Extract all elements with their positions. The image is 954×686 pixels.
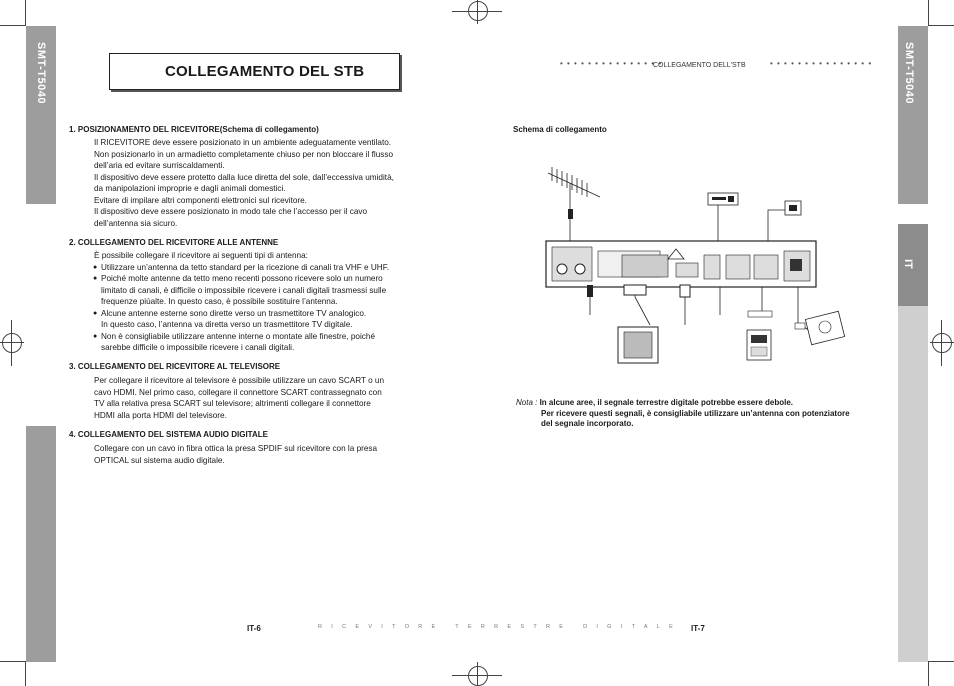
note-label: Nota :	[516, 398, 538, 407]
s1-line: dell’antenna sia sicuro.	[94, 218, 178, 228]
antenna-plug-icon	[568, 209, 573, 219]
note	[516, 398, 850, 430]
s2-bullet: ● Non è consigliabile utilizzare antenne interne o montate alle finestre, poiché	[94, 331, 439, 343]
antenna-icon	[548, 167, 600, 243]
right-sidebar-bottom	[898, 306, 928, 662]
registration-line-right-h	[930, 342, 954, 343]
registration-line-bottom-v	[477, 662, 478, 686]
s2-bullet: ● Poiché molte antenne da tetto meno recenti possono ricevere solo un numero	[94, 273, 439, 285]
audio-system-icon	[708, 193, 738, 243]
s1-line: Il dispositivo deve essere protetto dalla luce diretta del sole, dall’eccessiva umidità,	[94, 172, 394, 182]
crop-mark-bl-v	[25, 662, 26, 686]
section-3-heading: 3. COLLEGAMENTO DEL RICEVITORE AL TELEVISORE	[69, 362, 281, 371]
s4-line: Collegare con un cavo in fibra ottica la presa SPDIF sul ricevitore con la presa	[94, 444, 378, 453]
section-4-body	[94, 443, 439, 466]
hdmi-plug-icon	[587, 285, 593, 297]
title-box	[109, 53, 400, 90]
section-2-heading: 2. COLLEGAMENTO DEL RICEVITORE ALLE ANTENNE	[69, 238, 279, 247]
crop-mark-br	[928, 661, 954, 662]
modem-icon	[768, 201, 801, 243]
power-outlet-icon	[795, 311, 845, 344]
left-sidebar-bottom	[26, 426, 56, 662]
header-dots-left: • • • • • • • • • • • • • • •	[560, 59, 663, 68]
page-number-right: IT-7	[691, 624, 705, 633]
running-header: COLLEGAMENTO DELL'STB	[653, 62, 746, 69]
s3-line: TV alla relativa presa SCART sul televisore; altrimenti collegare il connettore	[94, 399, 371, 408]
s1-line: Il RICEVITORE deve essere posizionato in un ambiente adeguatamente ventilato.	[94, 138, 392, 147]
crop-mark-tl	[0, 25, 26, 26]
s1-line: Evitare di impilare altri componenti elettronici sul ricevitore.	[94, 195, 307, 205]
right-side-label: SMT-T5040	[903, 42, 915, 104]
s3-line: cavo HDMI. Nel primo caso, collegare il connettore SCART contrassegnato con	[94, 387, 382, 397]
s1-line: da manipolazioni improprie e dagli animali domestici.	[94, 184, 286, 193]
crop-mark-tr-v	[928, 0, 929, 25]
left-side-label: SMT-T5040	[35, 42, 47, 104]
connection-diagram	[540, 155, 860, 370]
registration-target-right	[932, 333, 952, 353]
crop-mark-bl	[0, 661, 26, 662]
s4-line: OPTICAL sul sistema audio digitale.	[94, 455, 225, 465]
s2-bullet-cont: In questo caso, l’antenna va diretta verso un trasmettitore TV digitale.	[101, 320, 353, 329]
s2-intro: È possibile collegare il ricevitore ai seguenti tipi di antenna:	[94, 251, 308, 260]
crop-mark-tl-v	[25, 0, 26, 25]
section-4-heading: 4. COLLEGAMENTO DEL SISTEMA AUDIO DIGITALE	[69, 430, 268, 439]
lang-tab-label: IT	[901, 259, 914, 269]
stb-rear-panel-icon	[546, 241, 816, 287]
s2-bullet: ● Alcune antenne esterne sono dirette verso un trasmettitore TV analogico.	[94, 308, 439, 320]
telephone-icon	[747, 311, 772, 360]
s1-line: Non posizionarlo in un armadietto completamente chiuso per non bloccare il flusso	[94, 149, 394, 159]
s1-line: Il dispositivo deve essere posizionato in modo tale che l’accesso per il cavo	[94, 207, 368, 216]
optical-plug-icon	[680, 285, 690, 297]
section-3-body	[94, 375, 439, 421]
registration-line-left-h	[0, 342, 24, 343]
s2-bullet-cont: frequenze piùalte. In questo caso, è possibile sostituire l’antenna.	[101, 297, 338, 306]
section-1-body	[94, 137, 439, 229]
diagram-label: Schema di collegamento	[513, 125, 607, 134]
registration-line-left-v	[11, 320, 12, 366]
registration-line-top-v	[477, 0, 478, 24]
s3-line: Per collegare il ricevitore al televisore è possibile utilizzare un cavo SCART o un	[94, 376, 385, 385]
note-line-2: Per ricevere questi segnali, è consigliabile utilizzare un’antenna con potenziatore	[541, 408, 850, 418]
section-1-heading: 1. POSIZIONAMENTO DEL RICEVITORE(Schema di collegamento)	[69, 125, 319, 134]
note-line-1: In alcune aree, il segnale terrestre digitale potrebbe essere debole.	[539, 398, 794, 407]
header-dots-right: • • • • • • • • • • • • • • •	[770, 59, 873, 68]
s2-bullet-cont: limitato di canali, è difficile o impossibile ricevere i canali digitali trasmessi sulle	[101, 285, 387, 295]
crop-mark-br-v	[928, 662, 929, 686]
section-2-body	[94, 250, 439, 354]
s3-line: HDMI alla porta HDMI del televisore.	[94, 410, 227, 420]
scart-plug-icon	[624, 285, 646, 295]
crop-mark-tr	[928, 25, 954, 26]
note-line-3: del segnale incorporato.	[541, 419, 634, 428]
registration-target-bottom	[468, 666, 488, 686]
page-title: COLLEGAMENTO DEL STB	[165, 63, 365, 80]
footer-text: RICEVITORE TERRESTRE DIGITALE	[318, 624, 683, 630]
s2-bullet: ● Utilizzare un’antenna da tetto standard per la ricezione di canali tra VHF e UHF.	[94, 262, 439, 274]
television-icon	[618, 297, 658, 363]
registration-target-left	[2, 333, 22, 353]
registration-line-right-v	[941, 320, 942, 366]
s1-line: dell’aria ed evitare surriscaldamenti.	[94, 161, 225, 170]
s2-bullet-cont: sarebbe difficile o impossibile ricevere i canali digitali.	[101, 343, 295, 352]
page-number-left: IT-6	[247, 624, 261, 633]
